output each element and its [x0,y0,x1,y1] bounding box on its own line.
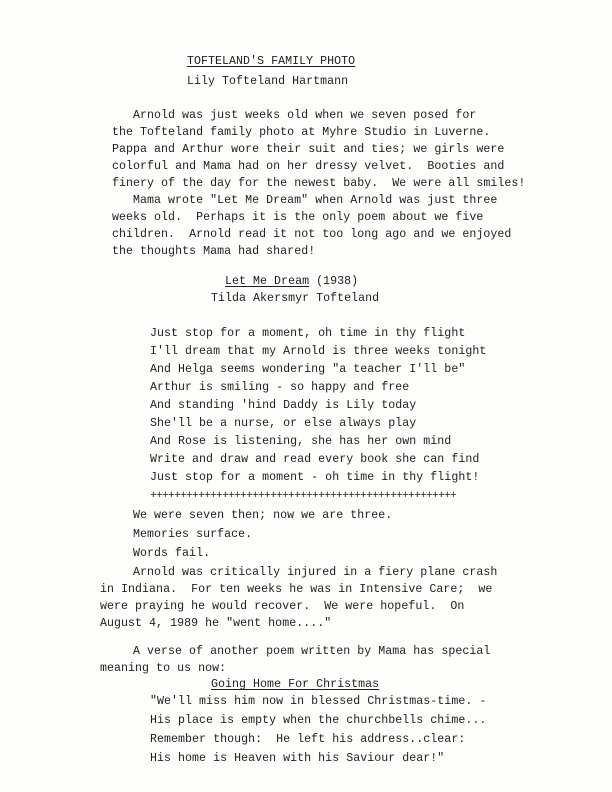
intro-line: Arnold was just weeks old when we seven posed for [133,109,477,122]
poem2-title: Going Home For Christmas [211,678,380,691]
intro-line: the Tofteland family photo at Myhre Studio in Luverne. [112,126,491,139]
closing-line: A verse of another poem written by Mama has special [133,645,491,658]
aftermath-line: were praying he would recover. We were hopeful. On [100,600,465,613]
poem1-line: She'll be a nurse, or else always play [150,417,417,430]
aftermath-line: August 4, 1989 he "went home...." [100,617,332,630]
poem1-title: Let Me Dream [225,275,310,288]
poem1-heading [225,275,358,289]
intro-line: Mama wrote "Let Me Dream" when Arnold was just three [133,194,498,207]
poem1-author: Tilda Akersmyr Tofteland [211,292,380,305]
poem2-line: His home is Heaven with his Saviour dear!" [150,752,445,765]
poem1-line: Just stop for a moment, oh time in thy flight [150,327,466,340]
poem2-line: His place is empty when the churchbells chime... [150,714,487,727]
closing-line: meaning to us now: [100,662,227,675]
poem1-line: And Helga seems wondering "a teacher I'll be" [150,363,466,376]
poem1-line: Arthur is smiling - so happy and free [150,381,410,394]
aftermath-line: Memories surface. [133,528,253,541]
intro-line: weeks old. Perhaps it is the only poem about we five [112,211,484,224]
intro-line: children. Arnold read it not too long ago and we enjoyed [112,228,512,241]
intro-line: the thoughts Mama had shared! [112,245,316,258]
poem2-line: "We'll miss him now in blessed Christmas-time. - [150,695,487,708]
aftermath-line: Arnold was critically injured in a fiery plane crash [133,566,498,579]
aftermath-line: We were seven then; now we are three. [133,509,393,522]
intro-line: colorful and Mama had on her dressy velvet. Booties and [112,160,505,173]
poem1-divider: +++++++++++++++++++++++++++++++++++++++++++++++++++ [150,490,457,502]
poem1-year: (1938) [316,275,359,288]
intro-line: finery of the day for the newest baby. We were all smiles! [112,177,526,190]
aftermath-line: in Indiana. For ten weeks he was in Intensive Care; we [100,583,493,596]
poem1-line: Just stop for a moment - oh time in thy flight! [150,471,480,484]
aftermath-line: Words fail. [133,547,211,560]
poem2-line: Remember though: He left his address..clear: [150,733,466,746]
poem1-line: And standing 'hind Daddy is Lily today [150,399,417,412]
poem1-line: And Rose is listening, she has her own mind [150,435,452,448]
document-title: TOFTELAND'S FAMILY PHOTO [187,55,356,68]
poem1-line: I'll dream that my Arnold is three weeks tonight [150,345,487,358]
document-author: Lily Tofteland Hartmann [187,75,349,88]
intro-line: Pappa and Arthur wore their suit and ties; we girls were [112,143,505,156]
poem1-line: Write and draw and read every book she can find [150,453,480,466]
